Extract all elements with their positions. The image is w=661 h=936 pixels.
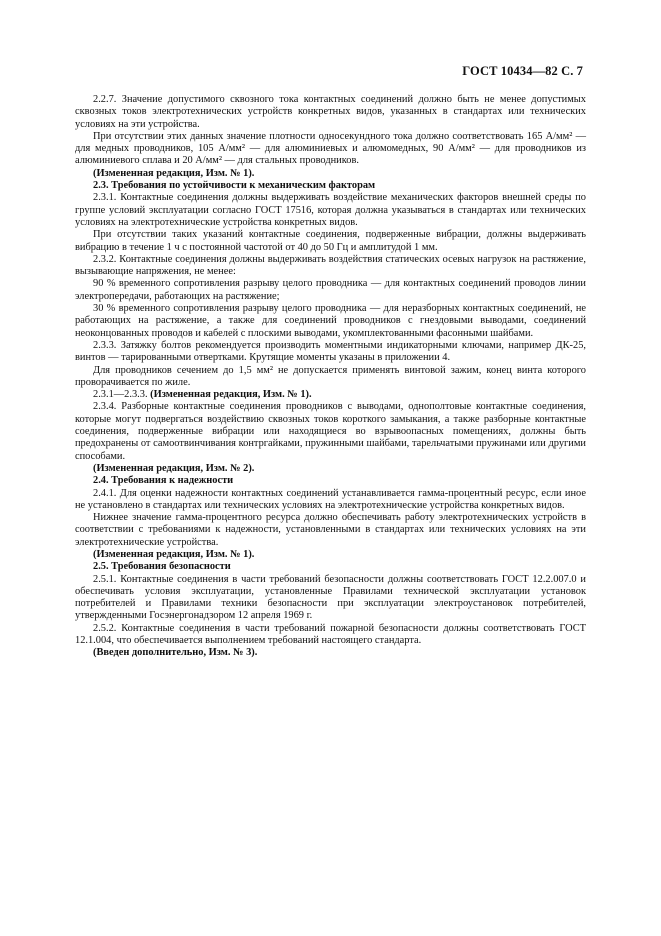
amendment-range-label: 2.3.1—2.3.3. — [93, 389, 148, 401]
amendment-note: (Измененная редакция, Изм. № 1). — [93, 548, 255, 560]
amendment-note: (Измененная редакция, Изм. № 2). — [93, 462, 255, 474]
paragraph-current-density: При отсутствии этих данных значение плотности односекундного тока должно соответствовать 165 А/мм² — для медных проводников, 105 А/мм² — для алюминиевых и алюмомедных, 90 А/мм² — для проводников из алюминиевого сплава и 20 А/мм² — для стальных проводников. — [75, 130, 586, 167]
amendment-note-range — [75, 389, 586, 401]
amendment-note: (Введен дополнительно, Изм. № 3). — [93, 647, 258, 659]
section-heading-2-4: 2.4. Требования к надежности — [93, 475, 234, 487]
paragraph-resource: Нижнее значение гамма-процентного ресурса должно обеспечивать работу электротехнических устройств в соответствии с требованиями к надежности, установленными в стандартах или технических условиях на эти электротехнические устройства. — [75, 512, 586, 548]
paragraph-2-4-1: 2.4.1. Для оценки надежности контактных соединений устанавливается гамма-процентный ресурс, если иное не установлено в стандартах или технических условиях на электротехнические устройства конкретных видов. — [75, 487, 586, 511]
paragraph-2-5-2: 2.5.2. Контактные соединения в части требований пожарной безопасности должны соответствовать ГОСТ 12.1.004, что обеспечивается выполнением требований настоящего стандарта. — [75, 622, 586, 647]
paragraph-90-percent: 90 % временного сопротивления разрыву целого проводника — для контактных соединений проводов линии электропередачи, работающих на растяжение; — [75, 278, 586, 302]
paragraph-vibration: При отсутствии таких указаний контактные соединения, подверженные вибрации, должны выдерживать вибрацию в течение 1 ч с постоянной частотой от 40 до 50 Гц и амплитудой 1 мм. — [75, 229, 586, 253]
paragraph-2-3-4: 2.3.4. Разборные контактные соединения проводников с выводами, однополтовые контактные соединения, которые могут подвергаться воздействию сквозных токов короткого замыкания, а также разборные контактные соединения, подверженные вибрации или находящиеся во взрывоопасных помещениях, должны быть предохранены от самоотвинчивания контргайками, пружинными шайбами, тарельчатыми пружинами или другими способами. — [75, 401, 586, 462]
amendment-note: (Измененная редакция, Изм. № 1). — [93, 167, 255, 179]
paragraph-2-5-1: 2.5.1. Контактные соединения в части требований безопасности должны соответствовать ГОСТ 12.2.007.0 и обеспечивать условия эксплуатации, установленные Правилами технической эксплуатации установок потребителей и Правилами техники безопасности при эксплуатации электроустановок потребителей, утвержденными Госэнергонадзором 12 апреля 1969 г. — [75, 573, 586, 622]
amendment-range-text: (Измененная редакция, Изм. № 1). — [150, 389, 312, 401]
paragraph-2-3-3: 2.3.3. Затяжку болтов рекомендуется производить моментными индикаторными ключами, например ДК-25, винтов — тарированными отвертками. Крутящие моменты указаны в приложении 4. — [75, 339, 586, 364]
paragraph-screw-clamp: Для проводников сечением до 1,5 мм² не допускается применять винтовой зажим, конец винта которого проворачивается по жиле. — [75, 364, 586, 388]
page-header: ГОСТ 10434—82 С. 7 — [462, 64, 583, 78]
section-heading-2-3: 2.3. Требования по устойчивости к механическим факторам — [93, 180, 376, 192]
paragraph-30-percent: 30 % временного сопротивления разрыву целого проводника — для неразборных контактных соединений, не работающих на растяжение, а также для соединений проводников с гнездовыми выводами, соединений неоконцованных проводов и кабелей с плоскими выводами, укомплектованными фасонными шайбами. — [75, 303, 586, 339]
paragraph-2-2-7: 2.2.7. Значение допустимого сквозного тока контактных соединений должно быть не менее допустимых сквозных токов электротехнических устройств конкретных видов, указанных в стандартах или технических условиях на эти устройства. — [75, 94, 586, 130]
document-body — [75, 94, 586, 660]
section-heading-2-5: 2.5. Требования безопасности — [93, 561, 231, 573]
paragraph-2-3-2: 2.3.2. Контактные соединения должны выдерживать воздействия статических осевых нагрузок на растяжение, вызывающие напряжения, не менее: — [75, 253, 586, 278]
paragraph-2-3-1: 2.3.1. Контактные соединения должны выдерживать воздействие механических факторов внешней среды по группе условий эксплуатации согласно ГОСТ 17516, которая должна указываться в стандартах или технических условиях на электротехнические устройства конкретных видов. — [75, 192, 586, 228]
